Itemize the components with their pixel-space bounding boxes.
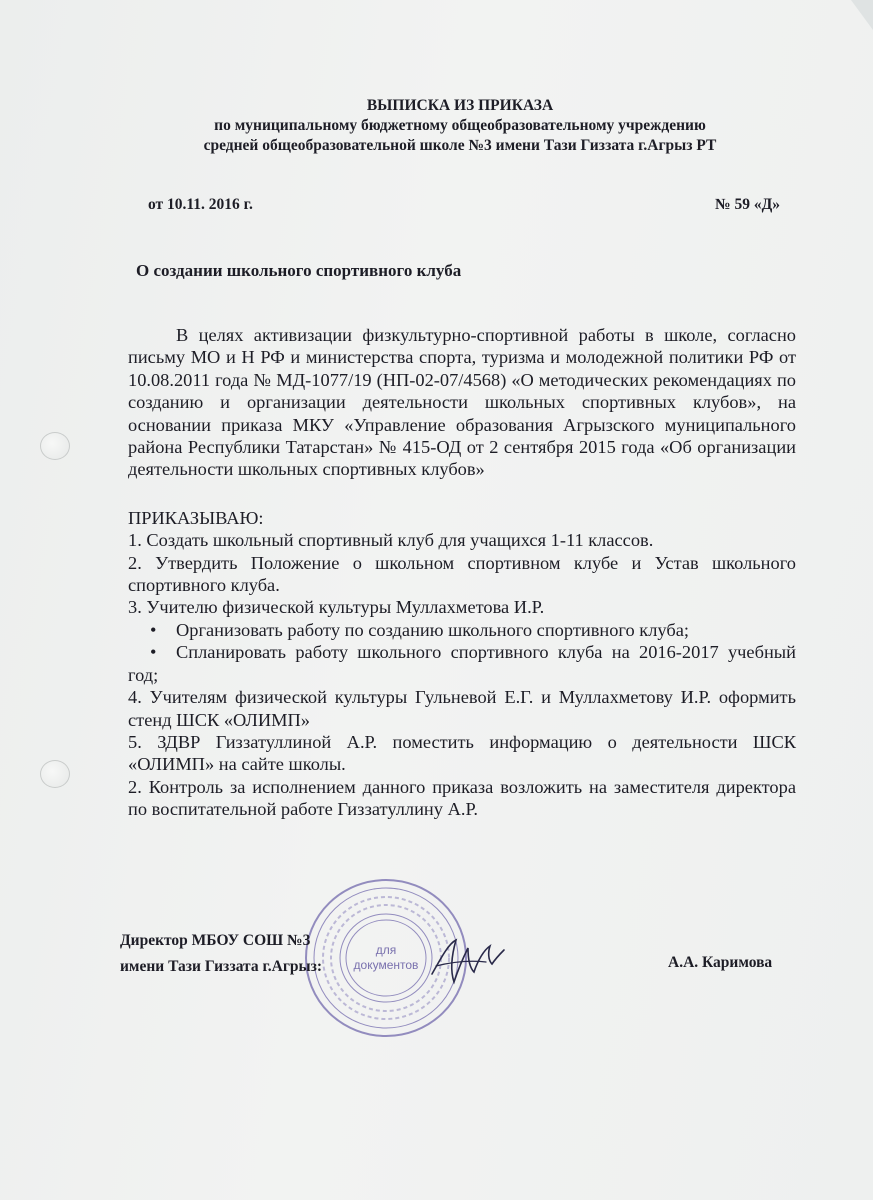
header-title: ВЫПИСКА ИЗ ПРИКАЗА	[366, 97, 554, 114]
document-header	[120, 96, 800, 156]
order-body	[128, 324, 796, 821]
preamble-paragraph: В целях активизации физкультурно-спортивной работы в школе, согласно письму МО и Н РФ и министерства спорта, туризма и молодежной политики РФ от 10.08.2011 года № МД-1077/19 (НП-02-07/4568) «О методических рекомендациях по созданию и организации деятельности школьных спортивных клубов», на основании приказа МКУ «Управление образования Агрызского муниципального района Республики Татарстан» № 415-ОД от 2 сентября 2015 года «Об организации деятельности школьных спортивных клубов»	[128, 325, 796, 480]
order-bullet-1	[128, 619, 796, 641]
handwritten-signature	[428, 930, 508, 990]
bullet-icon: •	[150, 642, 157, 663]
order-number: № 59 «Д»	[715, 196, 780, 213]
signature-position	[120, 928, 322, 980]
corner-shadow	[833, 0, 873, 40]
signer-name: А.А. Каримова	[668, 954, 773, 971]
bullet-icon: •	[150, 619, 157, 640]
order-date: от 10.11. 2016 г.	[148, 196, 253, 213]
bullet-text-2: Спланировать работу школьного спортивного клуба на 2016-2017 учебный год;	[128, 642, 796, 685]
order-item-4: 4. Учителям физической культуры Гульневой Е.Г. и Муллахметову И.Р. оформить стенд ШСК «ОЛИМП»	[128, 687, 796, 730]
stamp-center-line-1: для	[375, 943, 397, 957]
order-item-1: 1. Создать школьный спортивный клуб для учащихся 1-11 классов.	[128, 530, 654, 551]
order-item-2: 2. Утвердить Положение о школьном спортивном клубе и Устав школьного спортивного клуба.	[128, 552, 796, 596]
order-item-3: 3. Учителю физической культуры Муллахметова И.Р.	[128, 597, 545, 618]
order-subject: О создании школьного спортивного клуба	[136, 261, 462, 280]
order-word: ПРИКАЗЫВАЮ:	[128, 507, 264, 528]
order-item-5: 5. ЗДВР Гиззатуллиной А.Р. поместить информацию о деятельности ШСК «ОЛИМП» на сайте школы.	[128, 731, 796, 775]
header-line-3: средней общеобразовательной школе №3 имени Тази Гиззата г.Агрыз РТ	[203, 137, 717, 154]
punch-hole-top	[40, 432, 70, 460]
order-item-6: 2. Контроль за исполнением данного приказа возложить на заместителя директора по воспитательной работе Гиззатуллину А.Р.	[128, 776, 796, 820]
header-line-2: по муниципальному бюджетному общеобразовательному учреждению	[214, 117, 706, 134]
order-bullet-2	[128, 641, 796, 686]
signer-position-line-2: имени Тази Гиззата г.Агрыз:	[120, 958, 322, 975]
stamp-center-line-2: документов	[353, 958, 419, 972]
signer-position-line-1: Директор МБОУ СОШ №3	[120, 932, 311, 949]
punch-hole-bottom	[40, 760, 70, 788]
bullet-text-1: Организовать работу по созданию школьного спортивного клуба;	[176, 619, 690, 640]
